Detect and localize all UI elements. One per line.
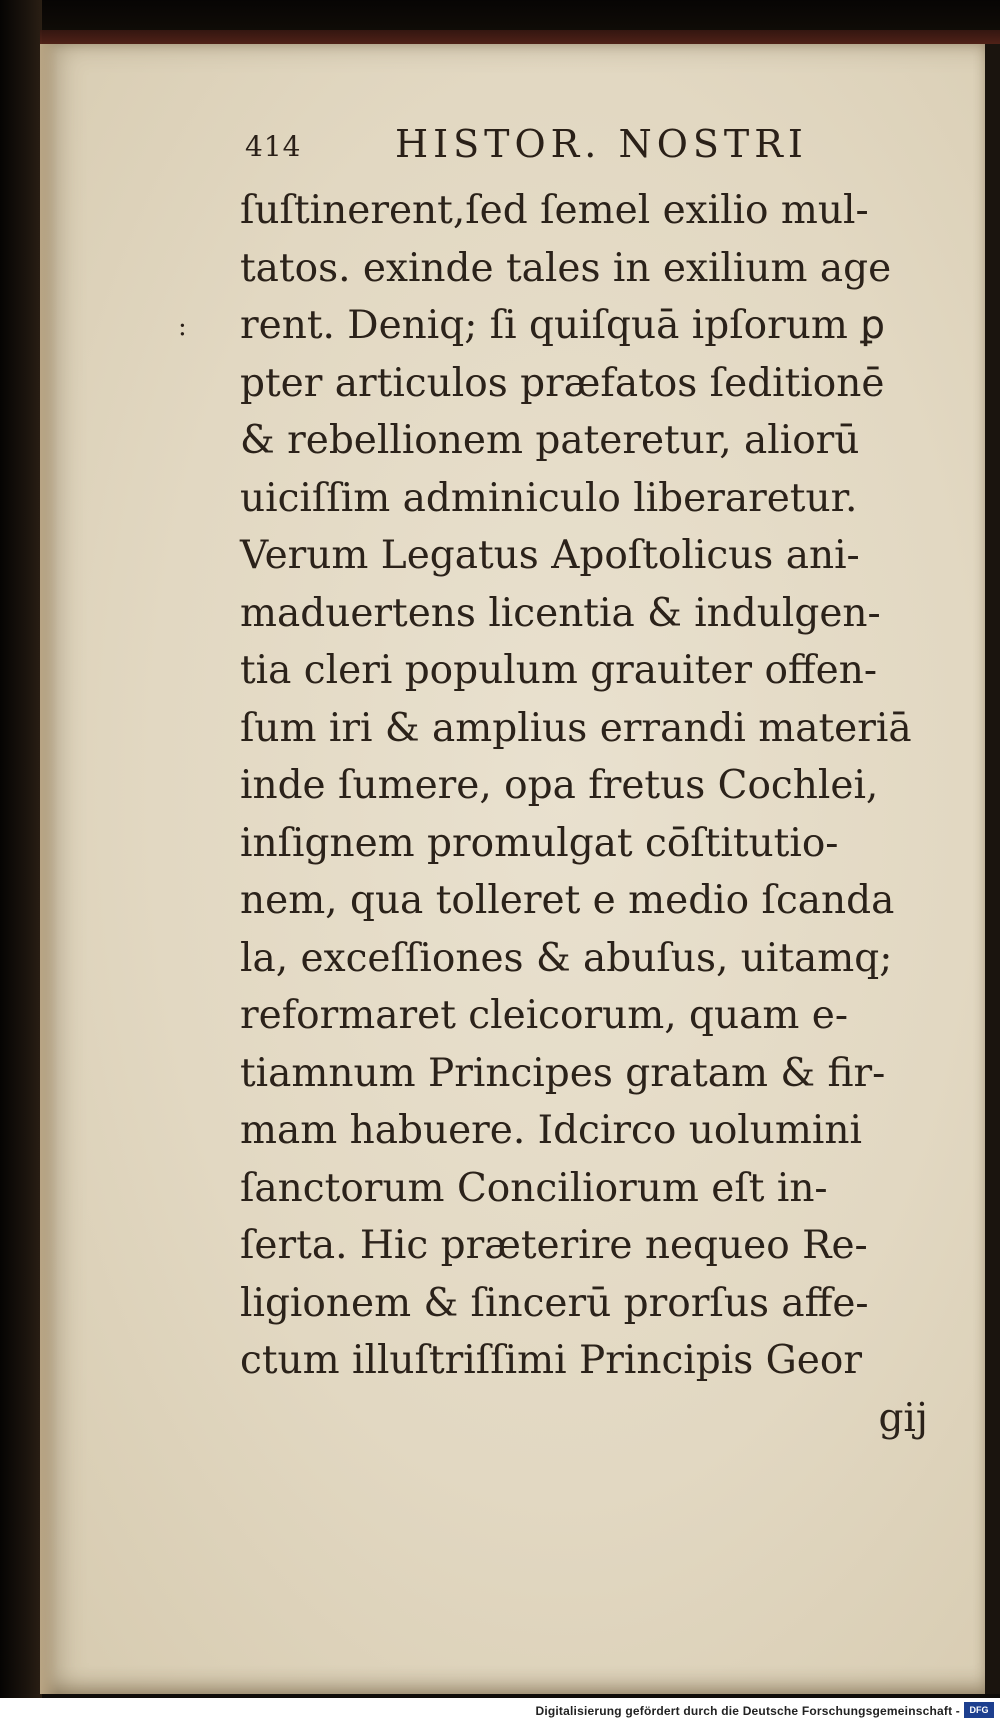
text-line: Verum Legatus Apoſtolicus ani-: [240, 533, 860, 578]
book-cover-edge: [40, 30, 1000, 44]
book-spine-edge: [0, 0, 42, 1723]
text-line: reformaret cleicorum, quam e-: [240, 993, 849, 1038]
page-gutter-shadow: [40, 44, 58, 1694]
dfg-logo: DFG: [964, 1702, 994, 1718]
text-line: ligionem & ſincerū prorſus affe-: [240, 1280, 869, 1326]
text-line: ſuſtinerent,ſed ſemel exilio mul-: [240, 188, 869, 233]
text-line: uiciſſim adminiculo liberaretur.: [240, 475, 858, 521]
catchword: gij: [878, 1395, 928, 1441]
text-line: tatos. exinde tales in exilium age: [240, 245, 892, 291]
text-line: rent. Deniq; ſi quiſquā ipſorum ꝑ: [240, 303, 886, 348]
page-header: [235, 122, 855, 172]
text-line: pter articulos præfatos ſeditionē: [240, 360, 885, 406]
running-title: HISTOR. NOSTRI: [395, 122, 808, 166]
text-line: mam habuere. Idcirco uolumini: [240, 1108, 862, 1153]
text-line: ſum iri & amplius errandi materiā: [240, 705, 912, 751]
folio-number: 414: [245, 130, 302, 163]
body-text: [240, 182, 940, 1447]
margin-mark: :: [178, 312, 187, 342]
text-line: inde ſumere, opa fretus Cochlei,: [240, 763, 879, 808]
page-edge-shadow: [985, 44, 1000, 1694]
text-line: tiamnum Principes gratam & fir-: [240, 1050, 886, 1096]
text-line: ctum illuſtriſſimi Principis Geor: [240, 1338, 862, 1383]
text-line: & rebellionem pateretur, aliorū: [240, 418, 860, 463]
text-line: tia cleri populum grauiter offen-: [240, 648, 878, 693]
text-line: nem, qua tolleret e medio ſcanda: [240, 878, 895, 923]
text-line: ſerta. Hic præterire nequeo Re-: [240, 1223, 868, 1268]
text-line: maduertens licentia & indulgen-: [240, 590, 881, 636]
text-line: ſanctorum Conciliorum eſt in-: [240, 1165, 828, 1211]
footer-bar: [0, 1698, 1000, 1723]
text-line: inſignem promulgat cōſtitutio-: [240, 820, 839, 866]
text-line: la, exceſſiones & abuſus, uitamq;: [240, 935, 893, 981]
funding-notice: Digitalisierung gefördert durch die Deutsche Forschungsgemeinschaft -: [535, 1704, 960, 1718]
